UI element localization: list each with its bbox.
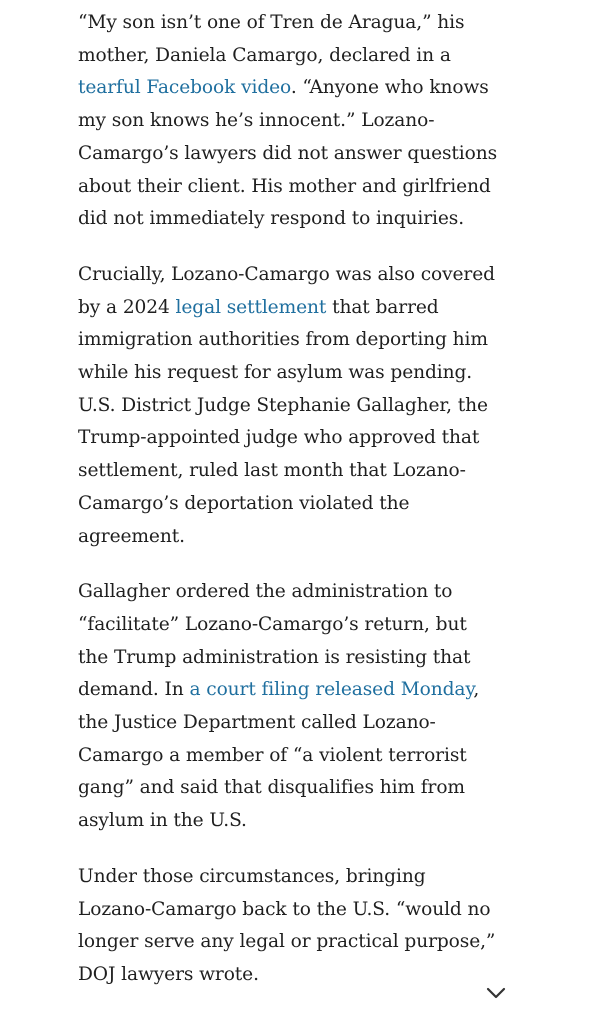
paragraph (78, 861, 498, 992)
chevron-down-icon[interactable] (485, 986, 507, 1000)
paragraph-text: “My son isn’t one of Tren de Aragua,” his mother, Daniela Camargo, declared in a (78, 12, 465, 66)
article-body (78, 7, 498, 1015)
court-filing-link[interactable]: a court filing released Monday (189, 679, 474, 701)
paragraph-text: , the Justice Department called Lozano-Camargo a member of “a violent terrorist gang” and said that disqualifies him from asylum in the U.S. (78, 679, 480, 832)
paragraph (78, 576, 498, 838)
paragraph-text: Gallagher ordered the administration to “facilitate” Lozano-Camargo’s return, but the Trump administration is resisting that demand. In (78, 581, 471, 701)
legal-settlement-link[interactable]: legal settlement (175, 296, 327, 318)
tearful-facebook-video-link[interactable]: tearful Facebook video (78, 77, 291, 99)
paragraph-text: Under those circumstances, bringing Lozano-Camargo back to the U.S. “would no longer serve any legal or practical purpose,” DOJ lawyers wrote. (78, 865, 496, 985)
paragraph (78, 7, 498, 236)
paragraph-text: Crucially, Lozano-Camargo was also covered by a 2024 (78, 263, 495, 318)
paragraph-text: . “Anyone who knows my son knows he’s innocent.” Lozano-Camargo’s lawyers did not answer questions about their client. His mother and girlfriend did not immediately respond to inquiries. (78, 77, 498, 230)
paragraph-text: that barred immigration authorities from deporting him while his request for asylum was pending. U.S. District Judge Stephanie Gallagher, the Trump-appointed judge who approved that settlement, ruled last month that Lozano-Camargo’s deportation violated the agreement. (78, 296, 488, 547)
paragraph (78, 259, 498, 553)
